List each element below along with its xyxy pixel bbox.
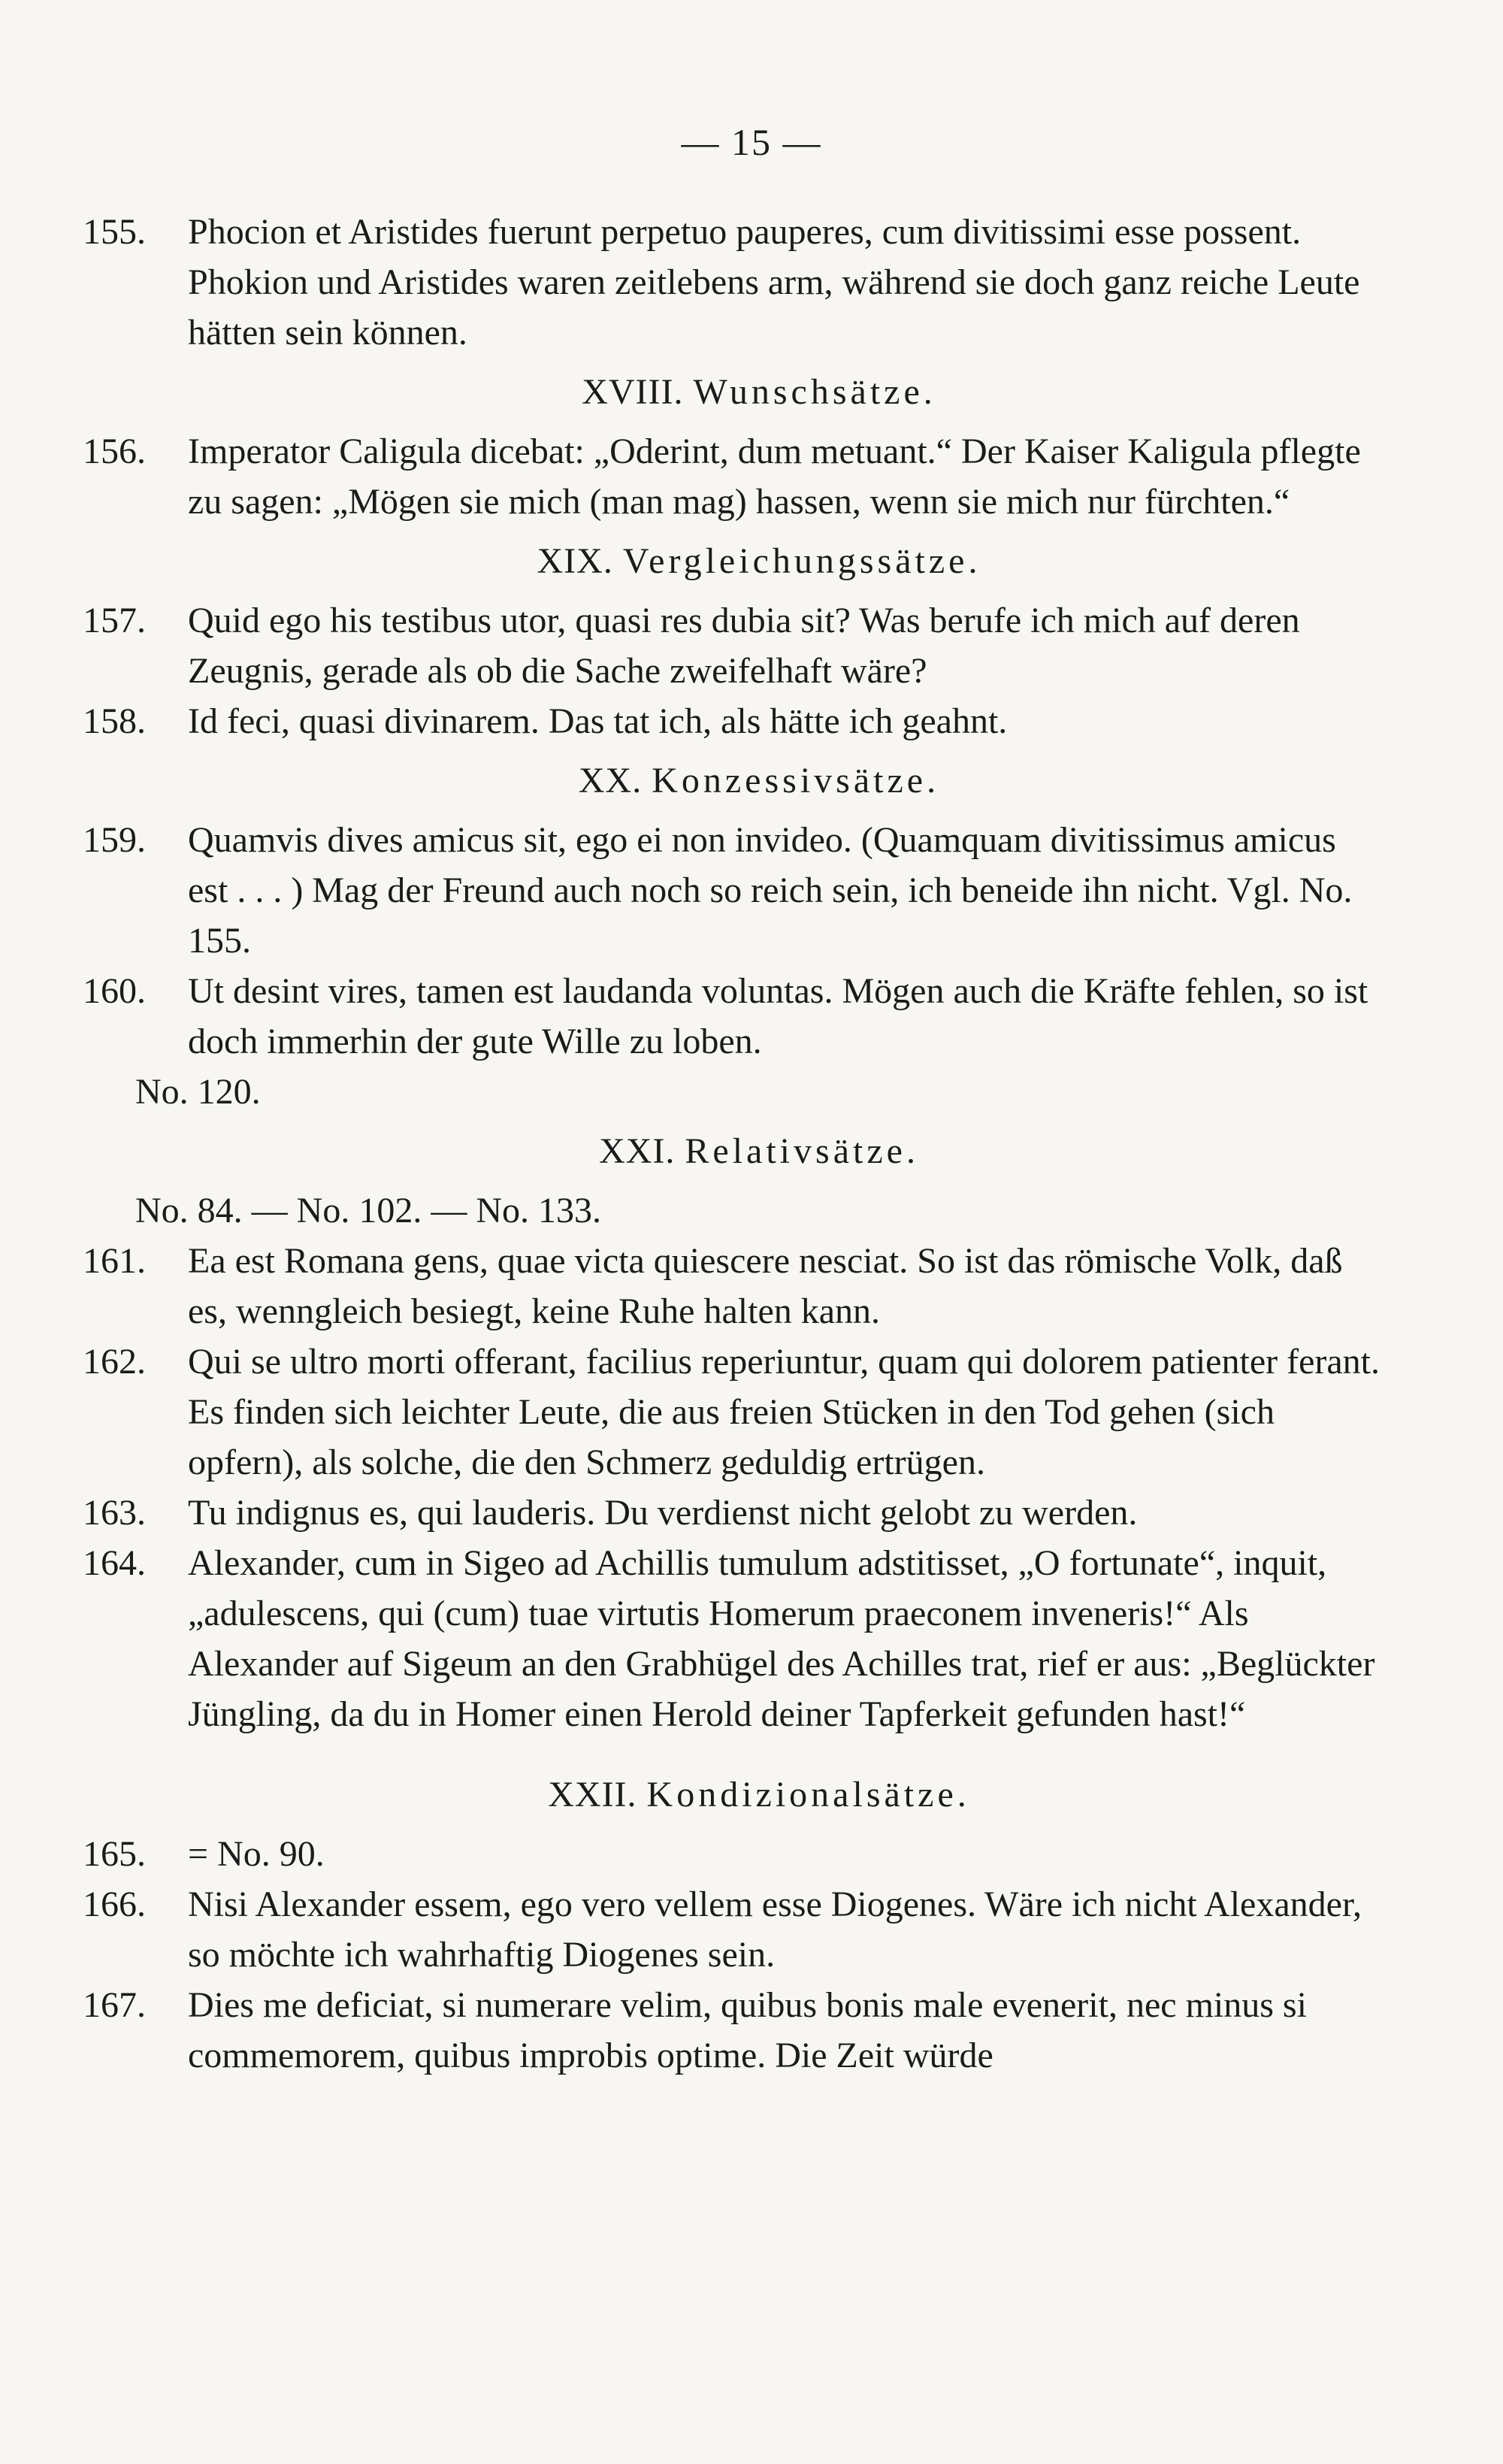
entry-number: 157. <box>83 601 146 640</box>
entry-number: 155. <box>83 212 146 252</box>
entry-162 <box>83 1336 1383 1488</box>
heading-title: Relativsätze. <box>685 1131 919 1171</box>
entry-number: 162. <box>83 1342 146 1382</box>
entry-number: 164. <box>83 1543 146 1583</box>
entry-160 <box>83 966 1383 1067</box>
section-heading-xix <box>135 536 1383 586</box>
entry-167 <box>83 1980 1383 2081</box>
heading-title: Wunschsätze. <box>693 372 936 412</box>
entry-number: 156. <box>83 431 146 471</box>
page-body <box>83 207 1383 2081</box>
heading-title: Konzessivsätze. <box>652 761 940 801</box>
entry-text: Imperator Caligula dicebat: „Oderint, dum metuant.“ Der Kaiser Kaligula pflegte zu sagen: „Mögen sie mich (man mag) hassen, wenn sie mich nur fürchten.“ <box>188 431 1361 522</box>
entry-number: 167. <box>83 1985 146 2025</box>
heading-roman: XXI. <box>599 1131 676 1171</box>
entry-text: Quamvis dives amicus sit, ego ei non invideo. (Quamquam divitissimus amicus est . . . ) Mag der Freund auch noch so reich sein, ich beneide ihn nicht. Vgl. No. 155. <box>188 820 1353 961</box>
entry-number: 159. <box>83 820 146 860</box>
entry-text: Ea est Romana gens, quae victa quiescere nesciat. So ist das römische Volk, daß es, wenngleich besiegt, keine Ruhe halten kann. <box>188 1241 1343 1331</box>
entry-text: Nisi Alexander essem, ego vero vellem esse Diogenes. Wäre ich nicht Alexander, so möchte ich wahrhaftig Diogenes sein. <box>188 1884 1362 1975</box>
entry-number: 163. <box>83 1493 146 1533</box>
heading-title: Kondizionalsätze. <box>646 1775 970 1815</box>
entry-number: 161. <box>83 1241 146 1281</box>
entry-165 <box>83 1829 1383 1879</box>
entry-number: 158. <box>83 701 146 741</box>
cross-reference-note: No. 84. — No. 102. — No. 133. <box>135 1191 601 1230</box>
section-heading-xx <box>135 755 1383 806</box>
entry-157 <box>83 595 1383 696</box>
heading-title: Vergleichungssätze. <box>622 541 981 581</box>
entry-text: Quid ego his testibus utor, quasi res dubia sit? Was berufe ich mich auf deren Zeugnis, gerade als ob die Sache zweifelhaft wäre? <box>188 601 1300 691</box>
entry-text: = No. 90. <box>188 1834 325 1874</box>
heading-roman: XXII. <box>548 1775 637 1815</box>
entry-155 <box>83 207 1383 358</box>
entry-number: 160. <box>83 971 146 1011</box>
heading-roman: XIX. <box>537 541 613 581</box>
entry-text: Dies me deficiat, si numerare velim, quibus bonis male evenerit, nec minus si commemorem, quibus improbis optime. Die Zeit würde <box>188 1985 1307 2075</box>
entry-158 <box>83 696 1383 746</box>
entry-159 <box>83 815 1383 966</box>
entry-text: Id feci, quasi divinarem. Das tat ich, als hätte ich geahnt. <box>188 701 1008 741</box>
entry-164 <box>83 1538 1383 1739</box>
heading-roman: XVIII. <box>582 372 684 412</box>
section-heading-xviii <box>135 367 1383 417</box>
entry-number: 165. <box>83 1834 146 1874</box>
page-number: — 15 — <box>681 121 822 163</box>
entry-text: Ut desint vires, tamen est laudanda voluntas. Mögen auch die Kräfte fehlen, so ist doch immerhin der gute Wille zu loben. <box>188 971 1368 1061</box>
entry-text: Tu indignus es, qui lauderis. Du verdienst nicht gelobt zu werden. <box>188 1493 1138 1533</box>
entry-161 <box>83 1236 1383 1336</box>
cross-reference-note: No. 120. <box>135 1072 261 1112</box>
entry-166 <box>83 1879 1383 1980</box>
section-heading-xxii <box>135 1769 1383 1820</box>
heading-roman: XX. <box>578 761 643 801</box>
entry-text: Phocion et Aristides fuerunt perpetuo pauperes, cum divitissimi esse possent. Phokion und Aristides waren zeitlebens arm, während sie doch ganz reiche Leute hätten sein können. <box>188 212 1360 353</box>
entry-163 <box>83 1488 1383 1538</box>
entry-number: 166. <box>83 1884 146 1924</box>
entry-text: Alexander, cum in Sigeo ad Achillis tumulum adstitisset, „O fortunate“, inquit, „adulescens, qui (cum) tuae virtutis Homerum praeconem inveneris!“ Als Alexander auf Sigeum an den Grabhügel des Achilles trat, rief er aus: „Beglückter Jüngling, da du in Homer einen Herold deiner Tapferkeit gefunden hast!“ <box>188 1543 1375 1734</box>
entry-text: Qui se ultro morti offerant, facilius reperiuntur, quam qui dolorem patienter ferant. Es finden sich leichter Leute, die aus freien Stücken in den Tod gehen (sich opfern), als solche, die den Schmerz geduldig ertrügen. <box>188 1342 1381 1482</box>
entry-156 <box>83 426 1383 527</box>
section-heading-xxi <box>135 1126 1383 1176</box>
